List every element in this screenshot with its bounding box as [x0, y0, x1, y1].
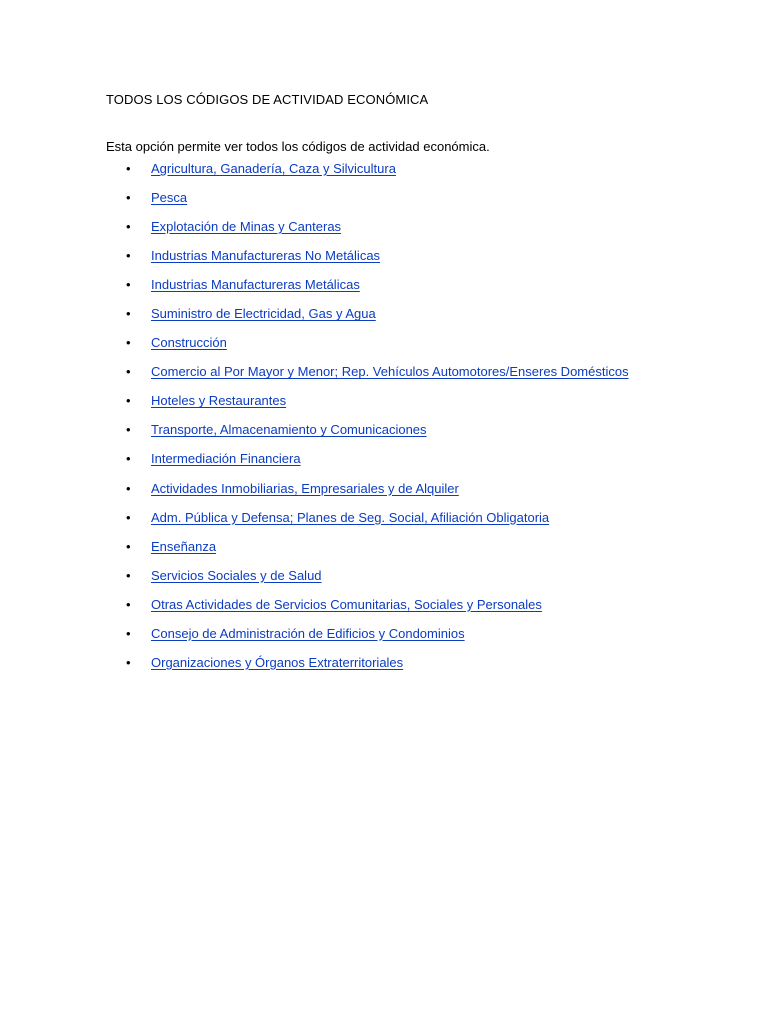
bullet-icon: •	[126, 393, 131, 409]
bullet-icon: •	[126, 190, 131, 206]
list-item	[106, 248, 768, 277]
list-item	[106, 568, 768, 597]
bullet-icon: •	[126, 277, 131, 293]
activity-code-list	[106, 161, 768, 684]
list-item	[106, 277, 768, 306]
bullet-icon: •	[126, 219, 131, 235]
list-item	[106, 335, 768, 364]
link-pesca[interactable]: Pesca	[151, 190, 188, 206]
bullet-icon: •	[126, 509, 131, 525]
list-item	[106, 364, 768, 393]
list-item	[106, 597, 768, 626]
link-manufactureras-metalicas[interactable]: Industrias Manufactureras Metálicas	[151, 277, 360, 293]
link-transporte[interactable]: Transporte, Almacenamiento y Comunicaciones	[151, 422, 427, 438]
list-item	[106, 451, 768, 480]
list-item	[106, 306, 768, 335]
link-organizaciones[interactable]: Organizaciones y Órganos Extraterritoriales	[151, 654, 404, 670]
intro-paragraph: Esta opción permite ver todos los códigos de actividad económica.	[106, 139, 490, 154]
link-ensenanza[interactable]: Enseñanza	[151, 538, 217, 554]
bullet-icon: •	[126, 364, 131, 380]
link-comercio[interactable]: Comercio al Por Mayor y Menor; Rep. Vehículos Automotores/Enseres Domésticos	[151, 364, 629, 380]
bullet-icon: •	[126, 335, 131, 351]
list-item	[106, 510, 768, 539]
bullet-icon: •	[126, 480, 131, 496]
list-item	[106, 539, 768, 568]
list-item	[106, 190, 768, 219]
bullet-icon: •	[126, 625, 131, 641]
bullet-icon: •	[126, 596, 131, 612]
link-agricultura[interactable]: Agricultura, Ganadería, Caza y Silvicultura	[151, 161, 396, 176]
list-item	[106, 481, 768, 510]
list-item	[106, 219, 768, 248]
link-manufactureras-no-metalicas[interactable]: Industrias Manufactureras No Metálicas	[151, 248, 381, 264]
link-consejo-administracion[interactable]: Consejo de Administración de Edificios y Condominios	[151, 625, 465, 641]
link-actividades-inmobiliarias[interactable]: Actividades Inmobiliarias, Empresariales y de Alquiler	[151, 480, 459, 496]
bullet-icon: •	[126, 567, 131, 583]
list-item	[106, 161, 768, 190]
bullet-icon: •	[126, 451, 131, 467]
bullet-icon: •	[126, 161, 131, 176]
bullet-icon: •	[126, 538, 131, 554]
bullet-icon: •	[126, 654, 131, 670]
page-title: TODOS LOS CÓDIGOS DE ACTIVIDAD ECONÓMICA	[106, 92, 429, 107]
link-hoteles-restaurantes[interactable]: Hoteles y Restaurantes	[151, 393, 287, 409]
link-intermediacion-financiera[interactable]: Intermediación Financiera	[151, 451, 301, 467]
bullet-icon: •	[126, 248, 131, 264]
link-adm-publica[interactable]: Adm. Pública y Defensa; Planes de Seg. Social, Afiliación Obligatoria	[151, 509, 550, 525]
list-item	[106, 626, 768, 655]
link-servicios-sociales-salud[interactable]: Servicios Sociales y de Salud	[151, 567, 322, 583]
bullet-icon: •	[126, 422, 131, 438]
list-item	[106, 393, 768, 422]
list-item	[106, 422, 768, 451]
link-construccion[interactable]: Construcción	[151, 335, 227, 351]
list-item	[106, 655, 768, 684]
link-minas-canteras[interactable]: Explotación de Minas y Canteras	[151, 219, 342, 235]
bullet-icon: •	[126, 306, 131, 322]
link-otras-actividades[interactable]: Otras Actividades de Servicios Comunitarias, Sociales y Personales	[151, 596, 542, 612]
link-electricidad-gas-agua[interactable]: Suministro de Electricidad, Gas y Agua	[151, 306, 376, 322]
